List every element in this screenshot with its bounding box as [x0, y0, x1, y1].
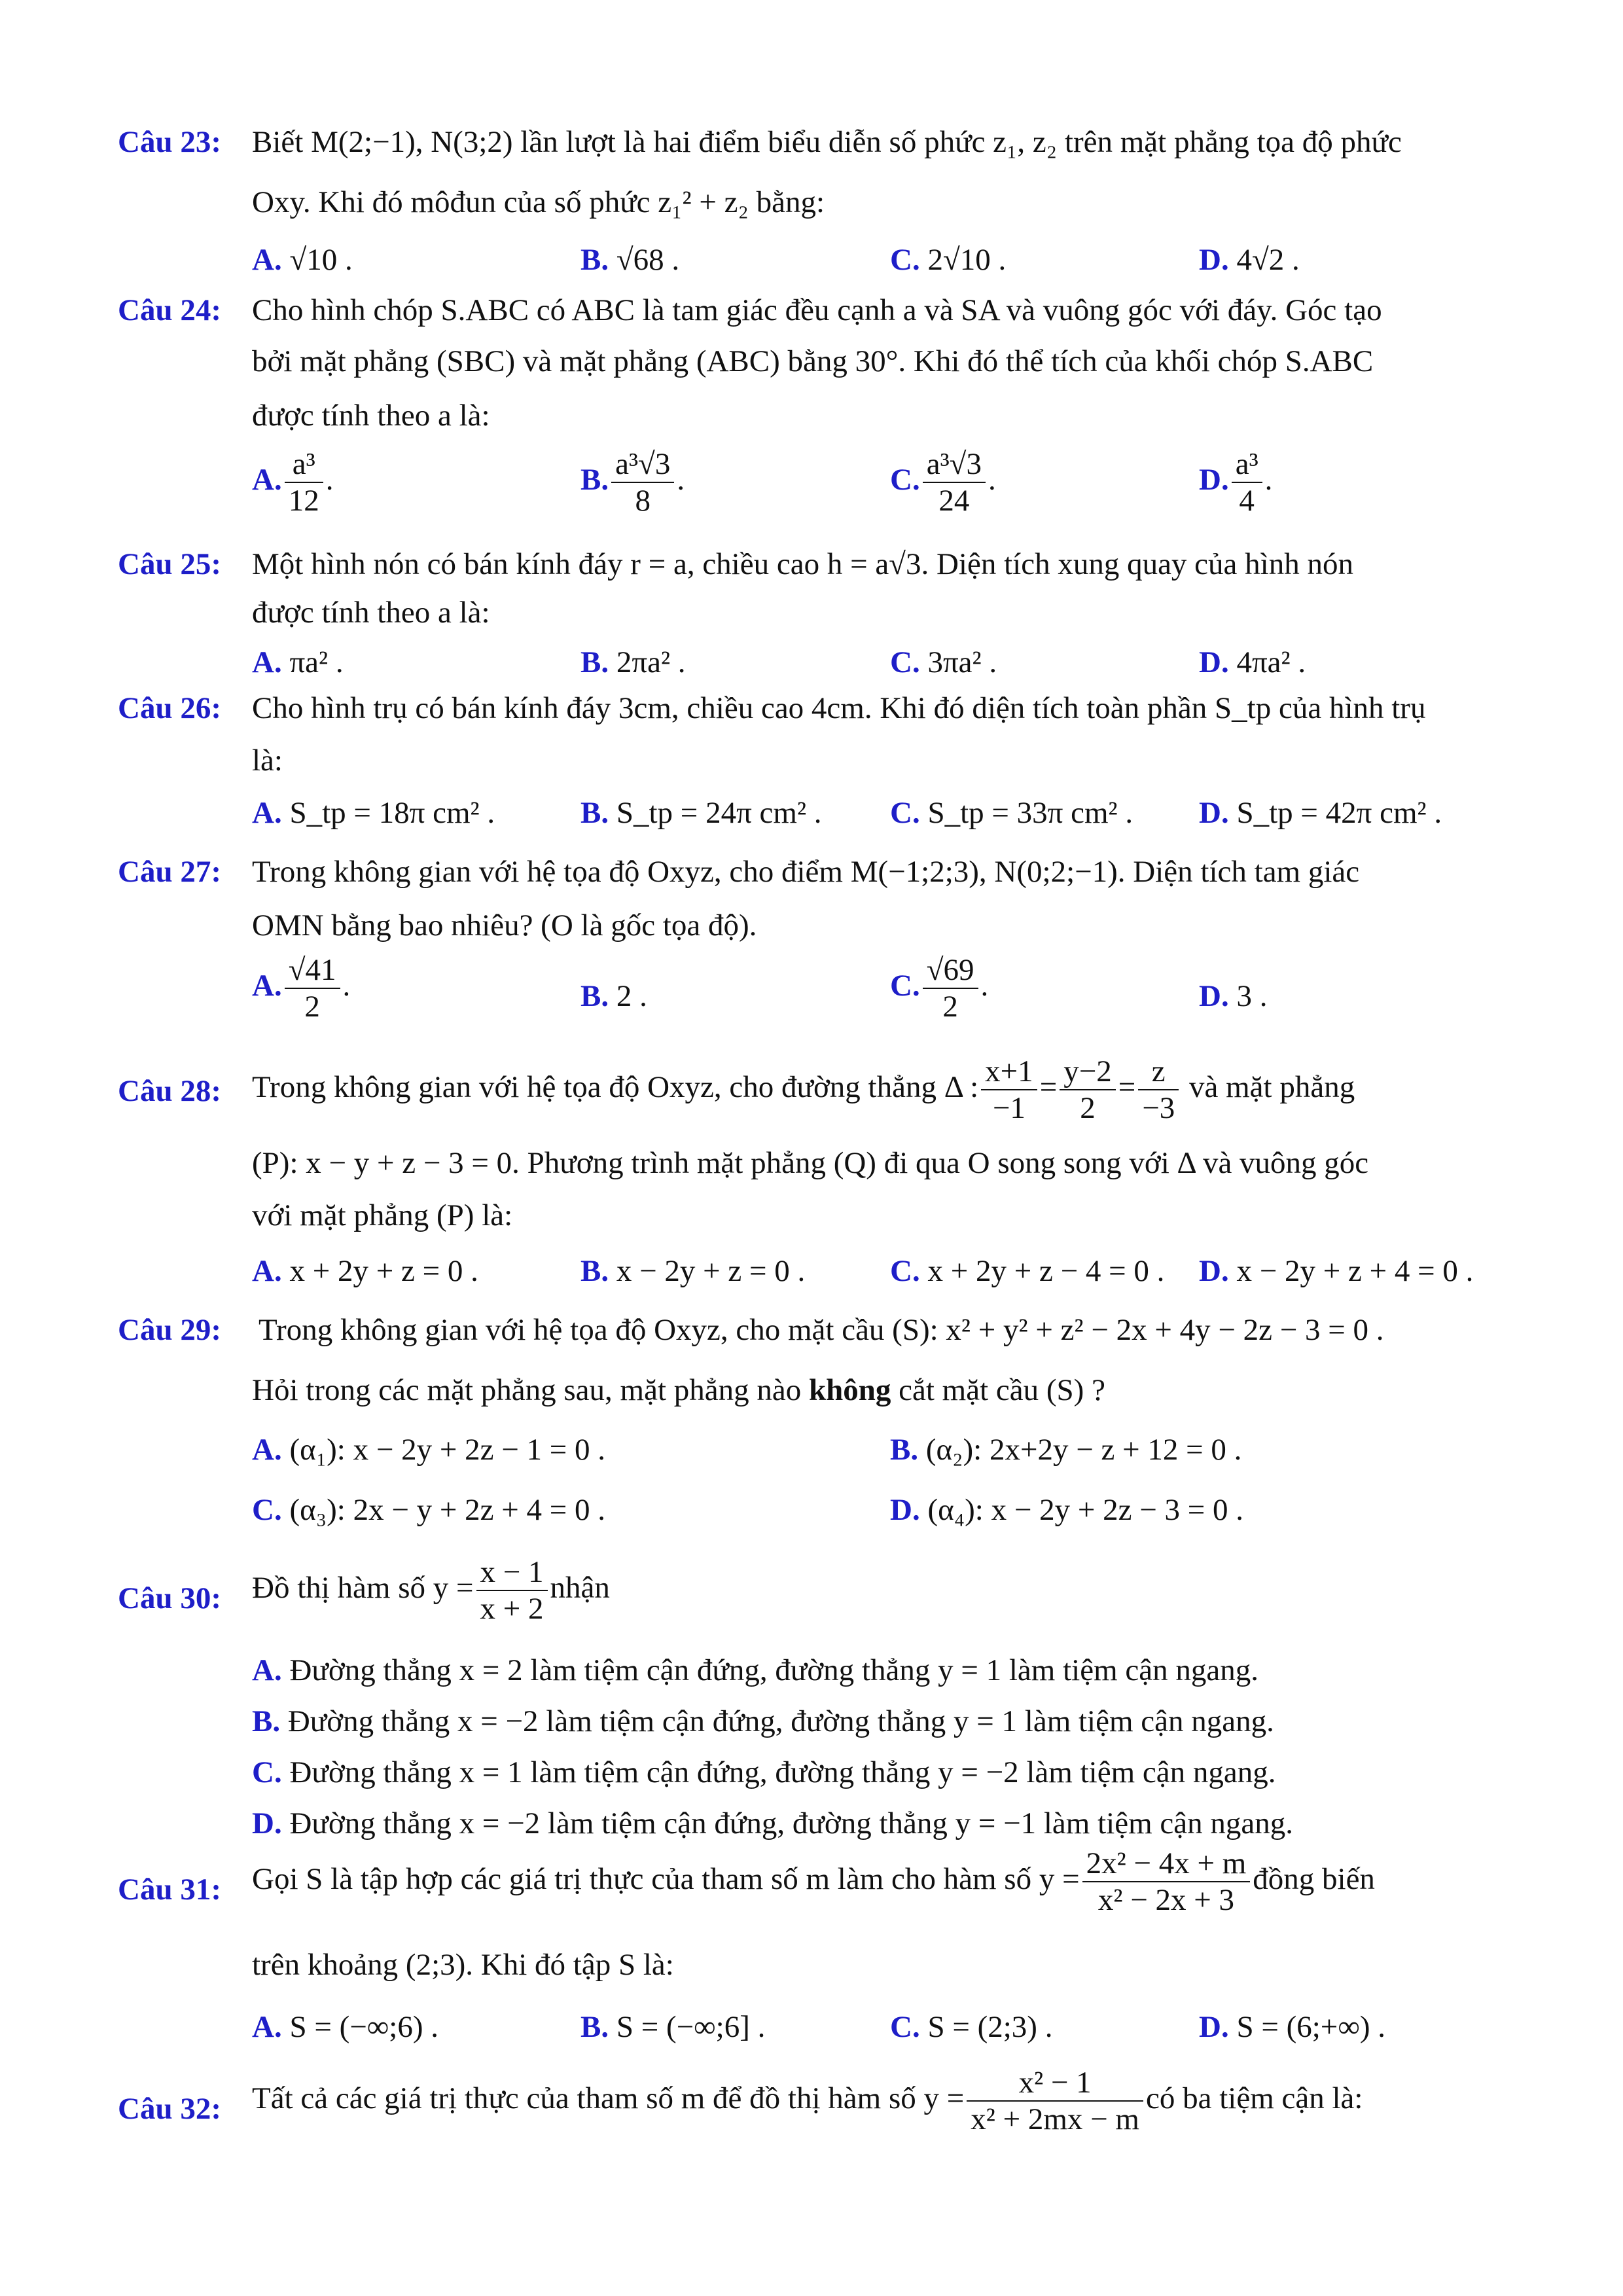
question-text: Hỏi trong các mặt phẳng sau, mặt phẳng nào không cắt mặt cầu (S) ? [252, 1373, 1105, 1407]
question-text: OMN bằng bao nhiêu? (O là gốc tọa độ). [252, 908, 757, 942]
option-b[interactable]: B. $\frac{\text{a³√3}}{8}$ . [580, 447, 685, 518]
option-d[interactable]: D. 4πa² . [1199, 645, 1306, 679]
option-c[interactable]: C. 2√10 . [890, 243, 1007, 277]
option-b[interactable]: B. (α₂): 2x+2y − z + 12 = 0 . [890, 1433, 1242, 1467]
question-text: (P): x − y + z − 3 = 0. Phương trình mặt phẳng (Q) đi qua O song song với Δ và vuông góc [252, 1146, 1369, 1180]
option-b[interactable]: B. Đường thẳng x = −2 làm tiệm cận đứng, đường thẳng y = 1 làm tiệm cận ngang. [252, 1704, 1274, 1738]
question-text: trên khoảng (2;3). Khi đó tập S là: [252, 1948, 674, 1982]
question-text: là: [252, 744, 283, 778]
option-a[interactable]: A. S = (−∞;6) . [252, 2010, 438, 2044]
option-a[interactable]: A. πa² . [252, 645, 344, 679]
option-c[interactable]: C. S = (2;3) . [890, 2010, 1053, 2044]
question-text: Biết M(2;−1), N(3;2) lần lượt là hai điểm biểu diễn số phức z₁, z₂ trên mặt phẳng tọa độ phức [252, 125, 1402, 159]
option-b[interactable]: B. S = (−∞;6] . [580, 2010, 766, 2044]
question-text: Trong không gian với hệ tọa độ Oxyz, cho mặt cầu (S): x² + y² + z² − 2x + 4y − 2z − 3 = 0 . [259, 1313, 1384, 1347]
option-a[interactable]: A. x + 2y + z = 0 . [252, 1254, 478, 1288]
option-c[interactable]: C. 3πa² . [890, 645, 997, 679]
fraction: $\frac{y-2}{2}$ [1060, 1054, 1116, 1126]
option-d[interactable]: D. $\frac{\text{a³}}{4}$ . [1199, 447, 1273, 518]
question-text: Oxy. Khi đó môđun của số phức z₁² + z₂ bằng: [252, 185, 825, 219]
question-text: với mặt phẳng (P) là: [252, 1198, 513, 1232]
option-d[interactable]: D. x − 2y + z + 4 = 0 . [1199, 1254, 1474, 1288]
fraction: $\frac{√69}{2}$ [923, 952, 978, 1024]
option-d[interactable]: D. Đường thẳng x = −2 làm tiệm cận đứng, đường thẳng y = −1 làm tiệm cận ngang. [252, 1806, 1293, 1840]
question-text: Cho hình chóp S.ABC có ABC là tam giác đều cạnh a và SA và vuông góc với đáy. Góc tạo [252, 293, 1382, 327]
option-a[interactable]: A. $\frac{\text{a³}}{12}$ . [252, 447, 334, 518]
option-b[interactable]: B. x − 2y + z = 0 . [580, 1254, 806, 1288]
option-a[interactable]: A. Đường thẳng x = 2 làm tiệm cận đứng, đường thẳng y = 1 làm tiệm cận ngang. [252, 1653, 1258, 1687]
fraction: $\frac{√41}{2}$ [285, 952, 340, 1024]
question-text: Một hình nón có bán kính đáy r = a, chiều cao h = a√3. Diện tích xung quay của hình nón [252, 547, 1353, 581]
option-b[interactable]: B. √68 . [580, 243, 680, 277]
option-d[interactable]: D. (α₄): x − 2y + 2z − 3 = 0 . [890, 1493, 1243, 1527]
question-label: Câu 26: [118, 691, 221, 725]
option-d[interactable]: D. 4√2 . [1199, 243, 1300, 277]
fraction: $\frac{\text{a³√3}}{8}$ [611, 446, 674, 518]
question-label: Câu 32: [118, 2092, 221, 2126]
question-text: bởi mặt phẳng (SBC) và mặt phẳng (ABC) bằng 30°. Khi đó thể tích của khối chóp S.ABC [252, 344, 1374, 378]
question-label: Câu 25: [118, 547, 221, 581]
question-text: Gọi S là tập hợp các giá trị thực của tham số m làm cho hàm số y = $\frac{\text{2x² − 4x + m}}{\text{x² − 2x + 3}}$ đồng biến [252, 1846, 1375, 1918]
fraction: $\frac{\text{a³√3}}{24}$ [923, 446, 986, 518]
option-b[interactable]: B. S_tp = 24π cm² . [580, 796, 822, 830]
option-c[interactable]: C. Đường thẳng x = 1 làm tiệm cận đứng, đường thẳng y = −2 làm tiệm cận ngang. [252, 1755, 1276, 1789]
fraction: $\frac{\text{a³}}{12}$ [285, 446, 323, 518]
fraction: $\frac{\text{2x² − 4x + m}}{\text{x² − 2x + 3}}$ [1082, 1846, 1251, 1918]
question-text: Trong không gian với hệ tọa độ Oxyz, cho điểm M(−1;2;3), N(0;2;−1). Diện tích tam giác [252, 855, 1360, 889]
option-c[interactable]: C. x + 2y + z − 4 = 0 . [890, 1254, 1165, 1288]
option-b[interactable]: B. 2 . [580, 979, 647, 1013]
question-label: Câu 28: [118, 1074, 221, 1108]
option-d[interactable]: D. 3 . [1199, 979, 1268, 1013]
fraction: $\frac{\text{x² − 1}}{\text{x² + 2mx − m}}$ [967, 2065, 1143, 2137]
fraction: $\frac{z}{-3}$ [1138, 1054, 1179, 1126]
option-b[interactable]: B. 2πa² . [580, 645, 686, 679]
fraction: $\frac{\text{a³}}{4}$ [1232, 446, 1262, 518]
option-d[interactable]: D. S_tp = 42π cm² . [1199, 796, 1442, 830]
fraction: $\frac{x - 1}{x + 2}$ [476, 1554, 548, 1626]
question-label: Câu 29: [118, 1313, 221, 1347]
question-text: Trong không gian với hệ tọa độ Oxyz, cho đường thẳng Δ : $\frac{x+1}{-1}$ = $\frac{y-2}{2}$ = $\frac{z}{-3}$ và mặt phẳng [252, 1054, 1355, 1126]
option-a[interactable]: A. $\frac{√41}{2}$ . [252, 953, 351, 1024]
question-label: Câu 24: [118, 293, 221, 327]
fraction: $\frac{x+1}{-1}$ [981, 1054, 1037, 1126]
option-d[interactable]: D. S = (6;+∞) . [1199, 2010, 1385, 2044]
question-label: Câu 23: [118, 125, 221, 159]
question-text: Tất cả các giá trị thực của tham số m để đồ thị hàm số y = $\frac{\text{x² − 1}}{\text{x² + 2mx − m}}$ có ba tiệm cận là: [252, 2066, 1363, 2137]
question-label: Câu 30: [118, 1581, 221, 1615]
question-text: được tính theo a là: [252, 399, 490, 433]
question-label: Câu 27: [118, 855, 221, 889]
question-label: Câu 31: [118, 1873, 221, 1907]
option-c[interactable]: C. $\frac{\text{a³√3}}{24}$ . [890, 447, 996, 518]
option-c[interactable]: C. S_tp = 33π cm² . [890, 796, 1133, 830]
question-text: Cho hình trụ có bán kính đáy 3cm, chiều cao 4cm. Khi đó diện tích toàn phần S_tp của hình trụ [252, 691, 1426, 725]
option-c[interactable]: C. $\frac{√69}{2}$ . [890, 953, 989, 1024]
question-text: được tính theo a là: [252, 596, 490, 630]
question-text: Đồ thị hàm số y = $\frac{x - 1}{x + 2}$ nhận [252, 1555, 610, 1626]
option-a[interactable]: A. (α₁): x − 2y + 2z − 1 = 0 . [252, 1433, 605, 1467]
option-c[interactable]: C. (α₃): 2x − y + 2z + 4 = 0 . [252, 1493, 605, 1527]
option-a[interactable]: A. S_tp = 18π cm² . [252, 796, 495, 830]
option-a[interactable]: A. √10 . [252, 243, 353, 277]
